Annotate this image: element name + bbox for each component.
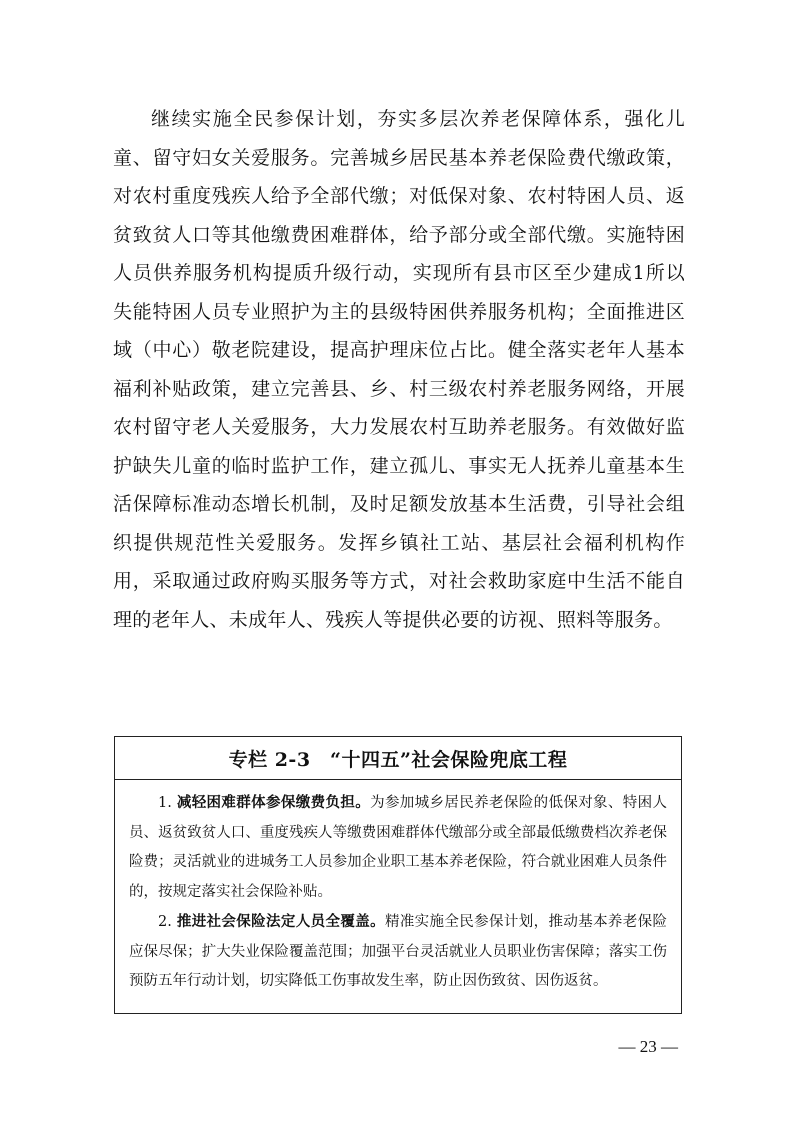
item-heading: 推进社会保险法定人员全覆盖。 — [176, 913, 385, 930]
item-text: 为参加城乡居民养老保险的低保对象、特困人员、返贫致贫人口、重度残疾人等缴费困难群体代缴部分或全部最低缴费档次养老保险费；灵活就业的进城务工人员参加企业职工基本养老保险，符合就业困难人员条件的，按规定落实社会保险补贴。 — [129, 795, 668, 900]
item-number: 1. — [158, 795, 172, 811]
body-paragraph: 继续实施全民参保计划，夯实多层次养老保障体系，强化儿童、留守妇女关爱服务。完善城乡居民基本养老保险费代缴政策，对农村重度残疾人给予全部代缴；对低保对象、农村特困人员、返贫致贫人口等其他缴费困难群体，给予部分或全部代缴。实施特困人员供养服务机构提质升级行动，实现所有县市区至少建成1所以失能特困人员专业照护为主的县级特困供养服务机构；全面推进区域（中心）敬老院建设，提高护理床位占比。健全落实老年人基本福利补贴政策，建立完善县、乡、村三级农村养老服务网络，开展农村留守老人关爱服务，大力发展农村互助养老服务。有效做好监护缺失儿童的临时监护工作，建立孤儿、事实无人抚养儿童基本生活保障标准动态增长机制，及时足额发放基本生活费，引导社会组织提供规范性关爱服务。发挥乡镇社工站、基层社会福利机构作用，采取通过政府购买服务等方式，对社会救助家庭中生活不能自理的老年人、未成年人、残疾人等提供必要的访视、照料等服务。 — [113, 108, 685, 631]
column-content — [115, 780, 681, 997]
item-number: 2. — [158, 914, 172, 930]
page-number: — 23 — — [618, 1037, 678, 1056]
column-box — [114, 736, 682, 1014]
column-title: 专栏 2-3 “十四五”社会保险兜底工程 — [115, 737, 681, 780]
item-text: 精准实施全民参保计划，推动基本养老保险应保尽保；扩大失业保险覆盖范围；加强平台灵活就业人员职业伤害保障；落实工伤预防五年行动计划，切实降低工伤事故发生率，防止因伤致贫、因伤返贫。 — [129, 914, 668, 989]
item-heading: 减轻困难群体参保缴费负担。 — [176, 794, 371, 811]
column-item-2 — [129, 907, 667, 997]
column-item-1 — [129, 788, 667, 907]
